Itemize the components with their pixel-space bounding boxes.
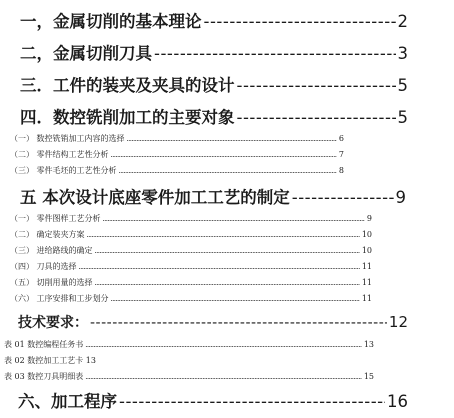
toc-entry-title: （二） 零件结构工艺性分析 [10, 150, 109, 159]
toc-page-number: 8 [338, 166, 344, 175]
toc-leader [127, 135, 337, 144]
toc-entry-title: 表 03 数控刀具明细表 [4, 372, 84, 381]
toc-leader [90, 315, 387, 331]
toc-subentry[interactable] [10, 277, 372, 289]
toc-leader [85, 373, 362, 382]
toc-table-entry[interactable] [4, 371, 374, 383]
toc-entry-title: 表 02 数控加工工艺卡 13 [4, 356, 96, 365]
toc-entry-title: （三） 零件毛坯的工艺性分析 [10, 166, 117, 175]
toc-entry-title: 表 01 数控编程任务书 [4, 340, 84, 349]
toc-leader [95, 247, 360, 256]
toc-subentry[interactable] [10, 293, 372, 305]
toc-table-entry[interactable] [4, 355, 96, 367]
toc-leader [111, 295, 360, 304]
toc-page-number: 5 [397, 108, 408, 127]
toc-table-entry[interactable] [4, 339, 374, 351]
toc-entry-title: （三） 进给路线的确定 [10, 246, 93, 255]
toc-subentry[interactable] [10, 133, 344, 145]
toc-subentry[interactable] [10, 261, 372, 273]
toc-page-number: 12 [388, 313, 408, 331]
toc-leader [87, 231, 360, 240]
toc-entry-1[interactable] [20, 8, 408, 32]
toc-page-number: 2 [397, 12, 408, 31]
toc-entry-title: （二） 确定装夹方案 [10, 230, 85, 239]
toc-page-number: 10 [361, 246, 372, 255]
toc-entry-title: 五 本次设计底座零件加工工艺的制定 [20, 188, 290, 207]
toc-page-number: 9 [366, 214, 372, 223]
toc-entry-title: （六） 工序安排和工步划分 [10, 294, 109, 303]
toc-entry-5[interactable] [20, 184, 406, 208]
toc-page-number: 13 [363, 340, 374, 349]
toc-page-number: 11 [361, 278, 372, 287]
toc-subentry[interactable] [10, 149, 344, 161]
toc-leader [292, 188, 394, 207]
toc-entry-title: 三．工件的装夹及夹具的设计 [20, 76, 235, 95]
toc-entry-tech[interactable] [18, 312, 408, 332]
toc-leader [204, 12, 396, 31]
toc-page-number: 5 [397, 76, 408, 95]
toc-page-number: 16 [387, 392, 408, 411]
toc-page-number: 10 [361, 230, 372, 239]
toc-entry-title: （一） 零件图样工艺分析 [10, 214, 101, 223]
toc-entry-4[interactable] [20, 104, 408, 128]
toc-leader [119, 392, 385, 411]
toc-leader [237, 76, 396, 95]
toc-subentry[interactable] [10, 229, 372, 241]
toc-subentry[interactable] [10, 245, 372, 257]
toc-page-number: 11 [361, 294, 372, 303]
toc-leader [237, 108, 396, 127]
toc-page-number: 11 [361, 262, 372, 271]
toc-page-number: 9 [395, 188, 406, 207]
toc-leader [95, 279, 360, 288]
toc-entry-title: 二，金属切削刀具 [20, 44, 152, 63]
toc-leader [103, 215, 365, 224]
toc-entry-6[interactable] [18, 388, 408, 412]
toc-entry-title: （四） 刀具的选择 [10, 262, 77, 271]
toc-entry-3[interactable] [20, 72, 408, 96]
toc-entry-title: 一，金属切削的基本理论 [20, 12, 202, 31]
toc-leader [111, 151, 337, 160]
toc-subentry[interactable] [10, 165, 344, 177]
toc-leader [119, 167, 337, 176]
toc-leader [154, 44, 396, 63]
toc-entry-title: 技术要求： [18, 315, 88, 331]
toc-leader [79, 263, 360, 272]
toc-entry-title: （一） 数控铣销加工内容的选择 [10, 134, 125, 143]
toc-leader [85, 341, 362, 350]
toc-page-number: 3 [397, 44, 408, 63]
toc-entry-title: 四．数控铣削加工的主要对象 [20, 108, 235, 127]
toc-subentry[interactable] [10, 213, 372, 225]
toc-page-number: 6 [338, 134, 344, 143]
toc-entry-2[interactable] [20, 40, 408, 64]
toc-entry-title: 六、加工程序 [18, 392, 117, 411]
toc-page-number: 15 [363, 372, 374, 381]
toc-page-number: 7 [338, 150, 344, 159]
toc-entry-title: （五） 切削用量的选择 [10, 278, 93, 287]
